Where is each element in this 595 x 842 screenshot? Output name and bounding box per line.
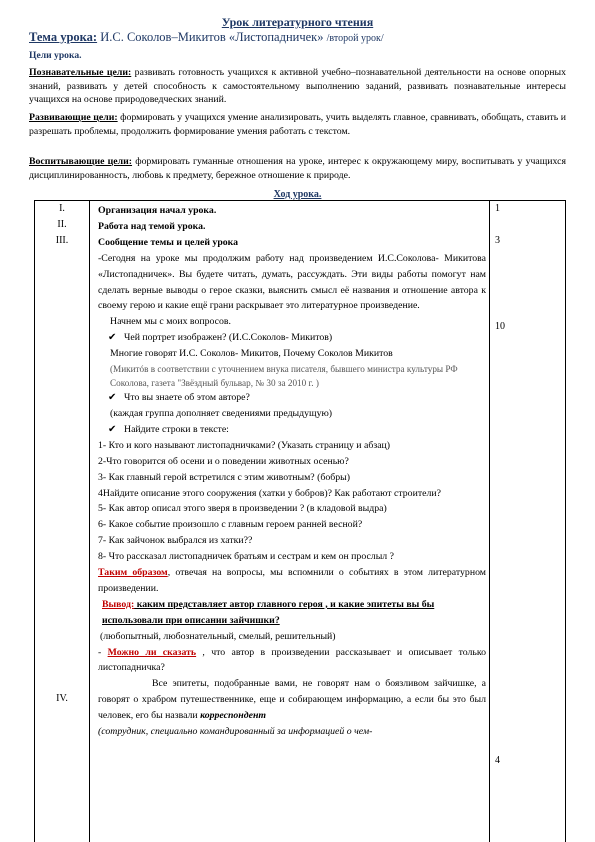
find-lines: Найдите строки в тексте: bbox=[124, 423, 229, 435]
correspondent-word: корреспондент bbox=[200, 710, 267, 722]
column-divider bbox=[89, 201, 90, 842]
group-note: (каждая группа дополняет сведениями предыдущую) bbox=[110, 407, 333, 419]
can-say-text: , что автор в произведении рассказывает и описывает только листопадничка? bbox=[98, 646, 487, 674]
cognitive-goals bbox=[29, 66, 566, 107]
stage-number: I. bbox=[59, 203, 65, 214]
lesson-topic bbox=[29, 30, 384, 45]
goals-heading: Цели урока. bbox=[29, 50, 82, 61]
checkmark-icon: ✔ bbox=[108, 392, 117, 404]
thus-paragraph bbox=[98, 565, 486, 597]
many-say-text: Многие говорят И.С. Соколов- Микитов, Почему Соколов Микитов bbox=[110, 348, 393, 360]
cognitive-text: развивать готовность учащихся к активной учебно–познавательной деятельности на основе опорных знаний, развивать у детей способность к самостоятельному выполнению заданий, развивать познавательные интересы учащихся на основе природоведческих знаний. bbox=[29, 67, 566, 106]
last-line: (сотрудник, специально командированный за информацией о чем- bbox=[98, 726, 373, 738]
stage-title: Работа над темой урока. bbox=[98, 220, 206, 232]
question-item: 5- Как автор описал этого зверя в произведении ? (в кладовой выдра) bbox=[98, 503, 387, 515]
can-say-label: Можно ли сказать bbox=[107, 646, 197, 658]
question-item: 2-Что говорится об осени и о поведении животных осенью? bbox=[98, 455, 349, 467]
question-author: Что вы знаете об этом авторе? bbox=[124, 392, 250, 404]
time-value: 10 bbox=[495, 321, 505, 332]
developing-goals bbox=[29, 111, 566, 138]
topic-label: Тема урока: bbox=[29, 30, 98, 44]
page-title: Урок литературного чтения bbox=[221, 15, 374, 29]
column-divider bbox=[489, 201, 490, 842]
lesson-content bbox=[98, 203, 486, 740]
lesson-table bbox=[34, 200, 566, 842]
final-text: Все эпитеты, подобранные вами, не говорят нам о боязливом зайчишке, а говорят о храбром путешественнике, еще и собирающем информацию, а если бы это был человек, его бы назвали bbox=[98, 678, 486, 722]
time-value: 1 bbox=[495, 203, 500, 214]
question-item: 8- Что рассказал листопадничек братьям и сестрам и кем он прослыл ? bbox=[98, 551, 394, 563]
checkmark-icon: ✔ bbox=[108, 423, 117, 435]
thus-text: , отвечая на вопросы, мы вспомнили о событиях в этом литературном произведении. bbox=[98, 567, 486, 594]
can-say-paragraph: - Можно ли сказать , что автор в произведении рассказывает и описывает только листопадничка? bbox=[98, 646, 487, 674]
educational-goals bbox=[29, 155, 566, 182]
stage-number: II. bbox=[57, 219, 67, 230]
stage-number: IV. bbox=[56, 693, 68, 704]
name-note: (Микитóв в соответствии с уточнением внука писателя, бывшего министра культуры РФ Соколова, газета "Звёздный бульвар, № 30 за 2010 г. ) bbox=[110, 364, 458, 389]
intro-text: -Сегодня на уроке мы продолжим работу над произведением И.С.Соколова- Микитова «Листопадничек». Вы будете читать, думать, рассуждать. Эти виды работы помогут нам сделать верные выводы о герое сказки, выяснить смысл её названия и отношение автора к своему герою и какие ещё грани раскрывает это литературное произведение. bbox=[98, 252, 486, 312]
start-questions: Начнем мы с моих вопросов. bbox=[110, 316, 231, 328]
stage-title: Организация начал урока. bbox=[98, 205, 217, 216]
developing-text: формировать у учащихся умение анализировать, учить выделять главное, сравнивать, обобщать, ставить и разрешать проблемы, продолжить формирование умения работать с текстом. bbox=[29, 112, 567, 137]
thus-label: Таким образом bbox=[98, 567, 168, 579]
topic-note: /второй урок/ bbox=[326, 33, 384, 44]
time-value: 3 bbox=[495, 235, 500, 246]
topic-text: И.С. Соколов–Микитов «Листопадничек» bbox=[97, 30, 327, 44]
course-heading: Ход урока. bbox=[273, 189, 322, 200]
checkmark-icon: ✔ bbox=[108, 332, 117, 344]
stage-number: III. bbox=[55, 235, 69, 246]
developing-label: Развивающие цели: bbox=[29, 112, 118, 123]
final-paragraph bbox=[98, 676, 486, 724]
conclusion-label: Вывод: bbox=[102, 598, 135, 610]
epithets-list: (любопытный, любознательный, смелый, решительный) bbox=[100, 630, 336, 642]
question-item: 4Найдите описание этого сооружения (хатки у бобров)? Как работают строители? bbox=[98, 487, 441, 499]
question-item: 1- Кто и кого называют листопадничками? (Указать страницу и абзац) bbox=[98, 439, 391, 451]
educational-label: Воспитывающие цели: bbox=[29, 156, 133, 167]
time-value: 4 bbox=[495, 755, 500, 766]
cognitive-label: Познавательные цели: bbox=[29, 67, 132, 78]
question-item: 7- Как зайчонок выбрался из хатки?? bbox=[98, 535, 253, 547]
question-item: 6- Какое событие произошло с главным героем ранней весной? bbox=[98, 519, 363, 531]
stage-title: Сообщение темы и целей урока bbox=[98, 236, 239, 248]
conclusion-text: каким представляет автор главного героя , и какие эпитеты вы бы использовали при описании зайчишки? bbox=[102, 598, 435, 626]
question-item: 3- Как главный герой встретился с этим животным? (бобры) bbox=[98, 471, 350, 483]
educational-text: формировать гуманные отношения на уроке, интерес к окружающему миру, воспитывать у учащихся дисциплинированность, любовь к предмету, бережное отношение к природе. bbox=[29, 156, 566, 181]
conclusion-paragraph bbox=[98, 597, 486, 629]
question-portrait: Чей портрет изображен? (И.С.Соколов- Микитов) bbox=[124, 332, 333, 344]
